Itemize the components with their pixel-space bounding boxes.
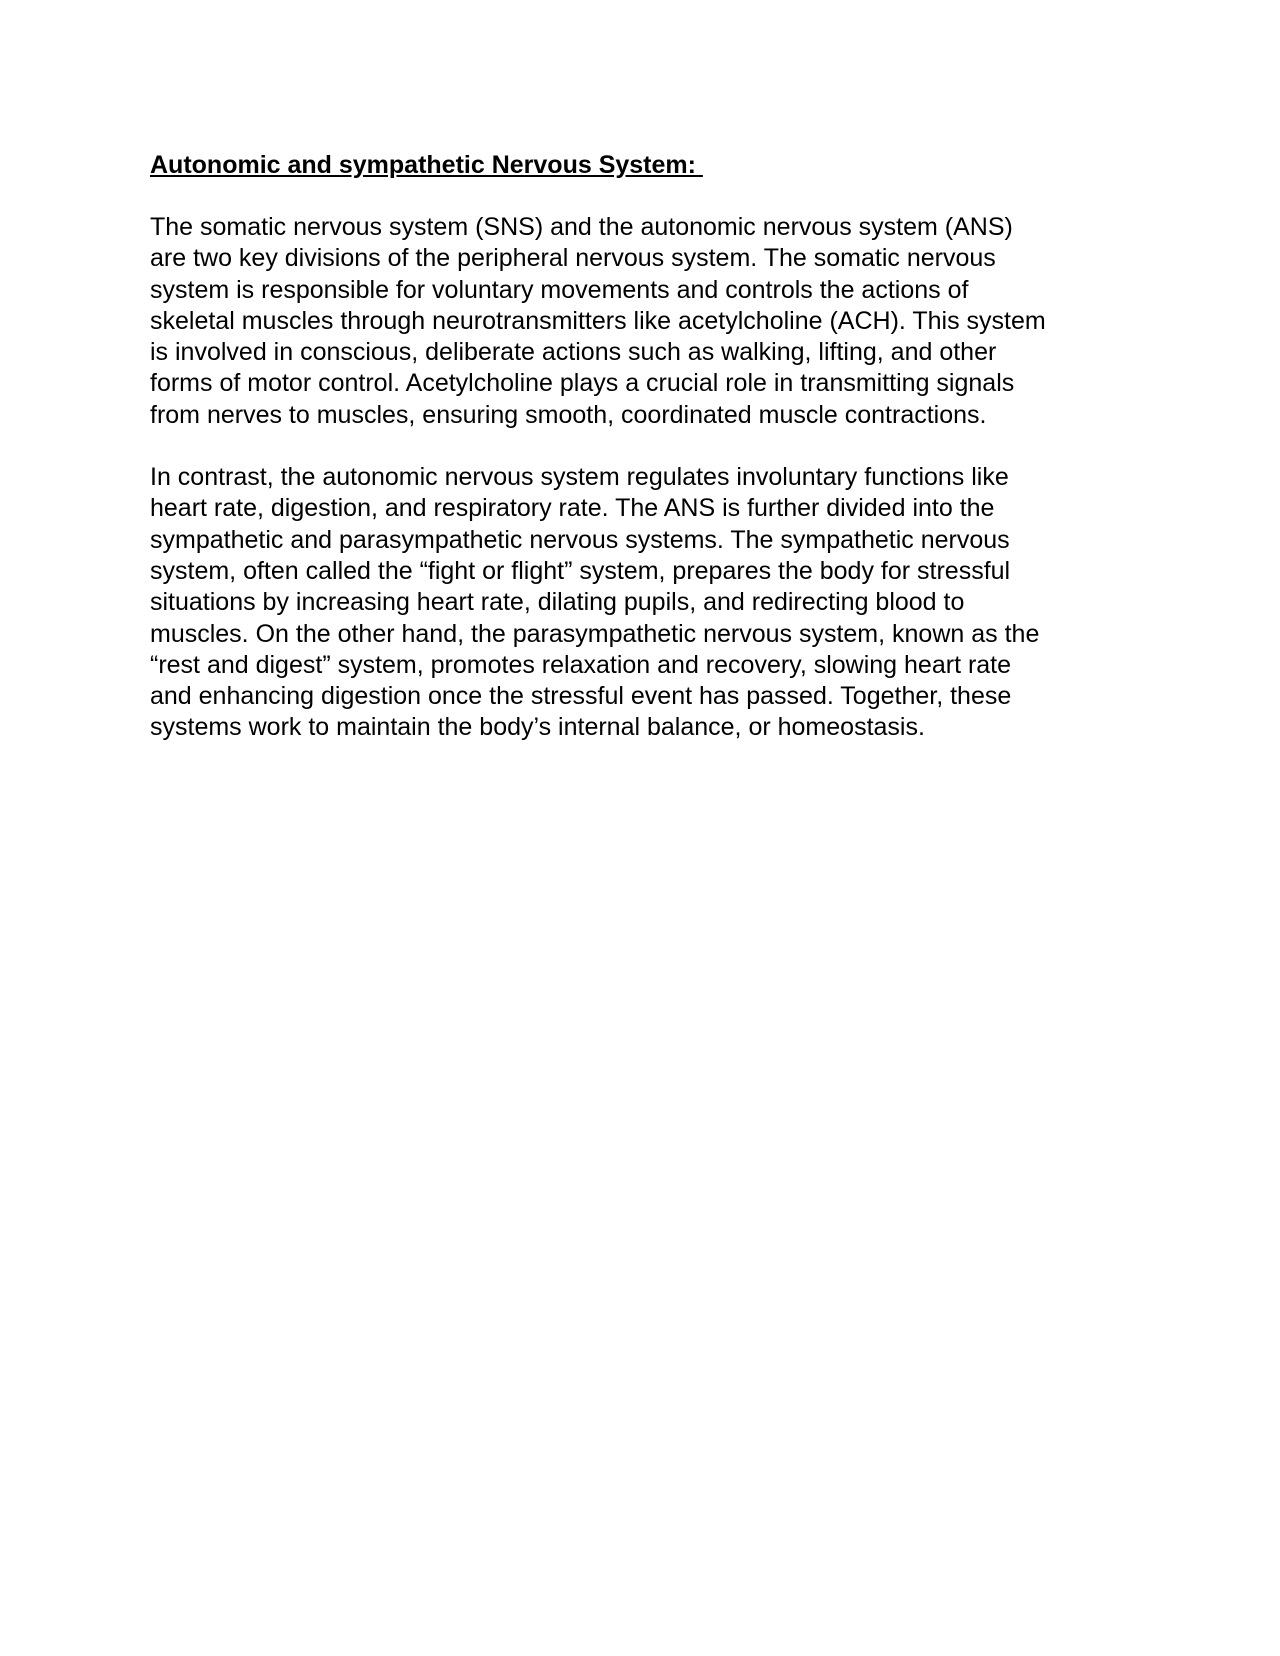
paragraph-line: muscles. On the other hand, the parasympathetic nervous system, known as the xyxy=(150,619,1040,648)
document-body xyxy=(150,150,1140,775)
paragraph-line: “rest and digest” system, promotes relaxation and recovery, slowing heart rate xyxy=(150,650,1012,679)
paragraph-line: sympathetic and parasympathetic nervous systems. The sympathetic nervous xyxy=(150,525,1010,554)
paragraph-line: from nerves to muscles, ensuring smooth, coordinated muscle contractions. xyxy=(150,400,987,429)
paragraph-somatic xyxy=(150,212,1140,431)
document-heading: Autonomic and sympathetic Nervous System: xyxy=(150,151,703,179)
paragraph-autonomic xyxy=(150,462,1140,744)
paragraph-line: systems work to maintain the body’s internal balance, or homeostasis. xyxy=(150,713,925,742)
paragraph-line: and enhancing digestion once the stressful event has passed. Together, these xyxy=(150,682,1012,711)
paragraph-line: system, often called the “fight or flight” system, prepares the body for stressful xyxy=(150,556,1011,585)
paragraph-line: situations by increasing heart rate, dilating pupils, and redirecting blood to xyxy=(150,588,965,617)
paragraph-line: skeletal muscles through neurotransmitters like acetylcholine (ACH). This system xyxy=(150,306,1046,335)
paragraph-line: is involved in conscious, deliberate actions such as walking, lifting, and other xyxy=(150,338,997,367)
paragraph-line: forms of motor control. Acetylcholine plays a crucial role in transmitting signals xyxy=(150,369,1015,398)
paragraph-line: heart rate, digestion, and respiratory rate. The ANS is further divided into the xyxy=(150,494,995,523)
paragraph-line: The somatic nervous system (SNS) and the autonomic nervous system (ANS) xyxy=(150,213,1013,241)
paragraph-line: system is responsible for voluntary movements and controls the actions of xyxy=(150,275,969,304)
paragraph-line: In contrast, the autonomic nervous system regulates involuntary functions like xyxy=(150,463,1009,492)
paragraph-line: are two key divisions of the peripheral nervous system. The somatic nervous xyxy=(150,244,996,273)
